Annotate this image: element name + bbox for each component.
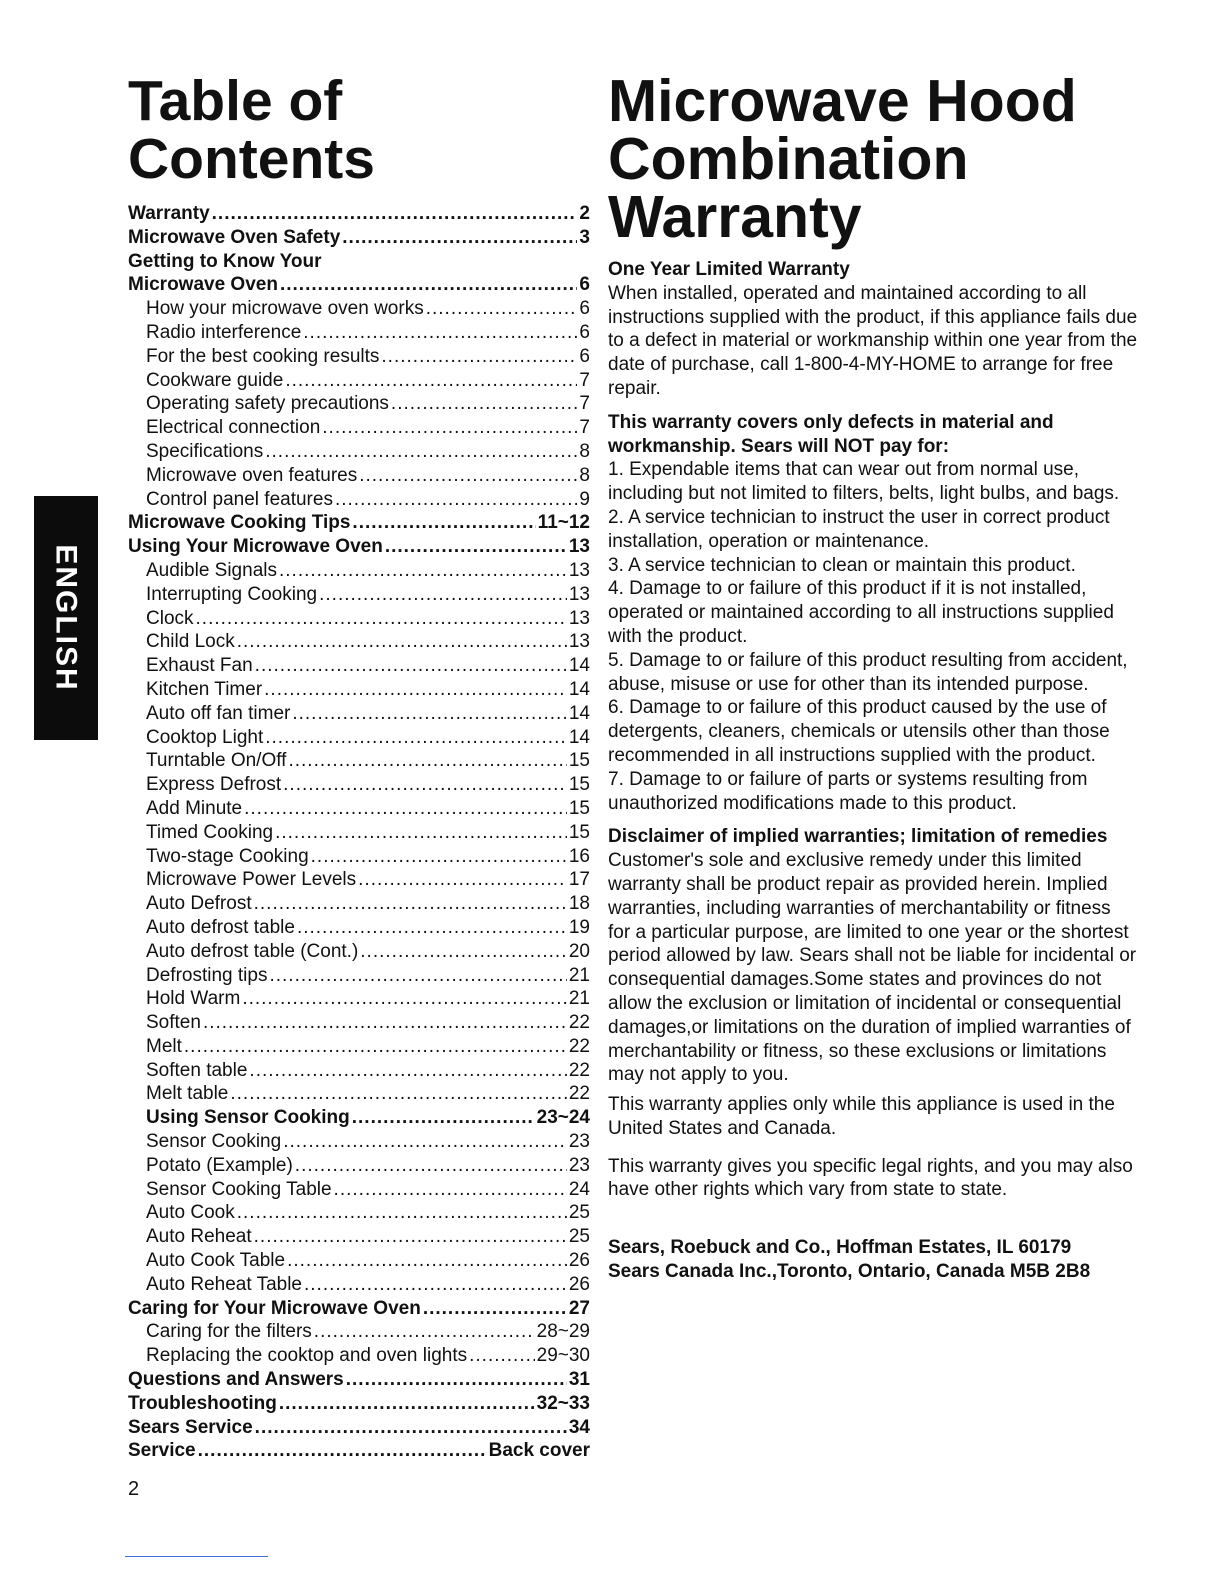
disclaimer-text: Customer's sole and exclusive remedy under this limited warranty shall be product repair as provided herein. Implied warranties, including warranties of merchantability or fitness for a particular purpose, are limited to one year or the shortest period allowed by law. Sears shall not be liable for incidental or consequential damages.Some states and provinces do not allow the exclusion or limitation of incidental or consequential damages,or limitations on the duration of implied warranties of merchantability or fitness, so these exclusions or limitations may not apply to you. xyxy=(608,850,1137,1086)
disclaimer-heading: Disclaimer of implied warranties; limitation of remedies xyxy=(608,826,1108,848)
applies-text: This warranty applies only while this appliance is used in the United States and Canada. xyxy=(608,1094,1115,1139)
toc-leader-dots xyxy=(275,821,567,845)
toc-leader-dots xyxy=(280,273,577,297)
toc-entry-label: Clock xyxy=(146,607,194,629)
toc-entry-label: Microwave Oven Safety xyxy=(128,226,341,248)
toc-entry xyxy=(128,321,590,345)
footer-rule xyxy=(125,1556,268,1557)
toc-entry-page: 17 xyxy=(568,869,590,891)
toc-leader-dots xyxy=(311,845,567,869)
toc-entry-label: Questions and Answers xyxy=(128,1369,344,1391)
toc-leader-dots xyxy=(314,1320,535,1344)
toc-entry xyxy=(128,464,590,488)
toc-leader-dots xyxy=(242,987,567,1011)
toc-entry xyxy=(128,250,590,274)
toc-leader-dots xyxy=(391,392,578,416)
toc-leader-dots xyxy=(265,440,577,464)
toc-leader-dots xyxy=(283,773,567,797)
toc-entry-label: Turntable On/Off xyxy=(146,750,287,772)
toc-entry xyxy=(128,1368,590,1392)
toc-leader-dots xyxy=(196,607,567,631)
toc-entry xyxy=(128,1416,590,1440)
toc-entry-label: Control panel features xyxy=(146,488,333,510)
toc-leader-dots xyxy=(381,345,577,369)
toc-leader-dots xyxy=(322,416,577,440)
toc-leader-dots xyxy=(342,226,577,250)
toc-entry xyxy=(128,345,590,369)
toc-entry-page: 3 xyxy=(579,226,590,248)
toc-entry xyxy=(128,1082,590,1106)
toc-entry-label: Auto Defrost xyxy=(146,893,252,915)
toc-entry-page: 26 xyxy=(568,1250,590,1272)
toc-entry-page: 22 xyxy=(568,1035,590,1057)
toc-entry-page: 22 xyxy=(568,1059,590,1081)
toc-leader-dots xyxy=(279,559,567,583)
toc-leader-dots xyxy=(212,202,578,226)
toc-entry xyxy=(128,987,590,1011)
toc-entry-page: 9 xyxy=(579,488,590,510)
toc-leader-dots xyxy=(358,868,567,892)
toc-entry-label: Kitchen Timer xyxy=(146,678,263,700)
exclusion-item: 6. Damage to or failure of this product caused by the use of detergents, cleaners, chemicals or utensils other than those recommended in all instructions supplied with the product. xyxy=(608,697,1110,766)
toc-leader-dots xyxy=(184,1035,567,1059)
toc-entry-label: Auto Reheat xyxy=(146,1226,252,1248)
toc-leader-dots xyxy=(334,1178,567,1202)
toc-leader-dots xyxy=(198,1439,487,1463)
toc-entry xyxy=(128,678,590,702)
toc-entry-page: 25 xyxy=(568,1202,590,1224)
warranty-title: Microwave Hood Combination Warranty xyxy=(608,68,1077,250)
toc-leader-dots xyxy=(269,964,566,988)
toc-leader-dots xyxy=(352,511,535,535)
toc-entry xyxy=(128,226,590,250)
one-year-text: When installed, operated and maintained according to all instructions supplied with the product, if this appliance fails due to a defect in material or workmanship within one year from the date of purchase, call 1-800-4-MY-HOME to arrange for free repair. xyxy=(608,282,1138,399)
toc-entry-page: 21 xyxy=(568,988,590,1010)
exclusion-item: 7. Damage to or failure of parts or systems resulting from unauthorized modifications made to this product. xyxy=(608,768,1088,814)
toc-leader-dots xyxy=(283,1130,567,1154)
toc-leader-dots xyxy=(295,1154,567,1178)
toc-entry-label: Microwave Cooking Tips xyxy=(128,512,351,534)
language-tab-label: ENGLISH xyxy=(50,544,84,692)
toc-leader-dots xyxy=(285,369,577,393)
toc-entry xyxy=(128,607,590,631)
toc-entry xyxy=(128,1392,590,1416)
toc-leader-dots xyxy=(279,1392,535,1416)
one-year-heading: One Year Limited Warranty xyxy=(608,259,850,280)
toc-leader-dots xyxy=(254,892,567,916)
exclusion-item: 3. A service technician to clean or maintain this product. xyxy=(608,554,1076,576)
rights-text: This warranty gives you specific legal rights, and you may also have other rights which vary from state to state. xyxy=(608,1155,1133,1201)
toc-entry xyxy=(128,1201,590,1225)
toc-entry-label: Service xyxy=(128,1440,196,1462)
toc-entry xyxy=(128,559,590,583)
toc-entry xyxy=(128,488,590,512)
toc-entry xyxy=(128,1273,590,1297)
toc-entry-label: Defrosting tips xyxy=(146,964,268,986)
toc-entry xyxy=(128,1344,590,1368)
toc-entry-label: Auto Reheat Table xyxy=(146,1273,302,1295)
exclusion-item: 5. Damage to or failure of this product resulting from accident, abuse, misuse or use for other than its intended purpose. xyxy=(608,649,1128,695)
toc-entry-page: 6 xyxy=(579,298,590,320)
toc-entry-page: 14 xyxy=(568,702,590,724)
toc-entry-page: 24 xyxy=(568,1178,590,1200)
toc-entry-label: For the best cooking results xyxy=(146,345,380,367)
toc-leader-dots xyxy=(230,1082,566,1106)
toc-title: Table of Contents xyxy=(128,69,375,191)
toc-entry-label: Auto defrost table (Cont.) xyxy=(146,940,359,962)
toc-entry-page: 15 xyxy=(568,774,590,796)
toc-entry-label: Cooktop Light xyxy=(146,726,264,748)
toc-entry-page: 6 xyxy=(579,345,590,367)
language-tab xyxy=(34,496,98,740)
toc-entry-page: 27 xyxy=(568,1297,590,1319)
toc-leader-dots xyxy=(303,321,577,345)
toc-leader-dots xyxy=(319,583,567,607)
toc-entry-label: Child Lock xyxy=(146,631,235,653)
toc-entry-page: 8 xyxy=(579,440,590,462)
toc-entry-label: Microwave oven features xyxy=(146,464,358,486)
toc-entry-page: 7 xyxy=(579,417,590,439)
toc-entry-page: 14 xyxy=(568,655,590,677)
toc-leader-dots xyxy=(287,1249,567,1273)
toc-leader-dots xyxy=(469,1344,535,1368)
toc-entry-page: 14 xyxy=(568,726,590,748)
toc-entry-page: 22 xyxy=(568,1012,590,1034)
covers-heading: This warranty covers only defects in material and workmanship. Sears will NOT pay for: xyxy=(608,411,1054,457)
toc-entry xyxy=(128,702,590,726)
toc-entry xyxy=(128,1106,590,1130)
toc-entry-page: 6 xyxy=(579,321,590,343)
toc-entry-label: Using Your Microwave Oven xyxy=(128,536,383,558)
toc-entry xyxy=(128,1297,590,1321)
toc-entry xyxy=(128,845,590,869)
toc-entry xyxy=(128,726,590,750)
toc-entry-page: 20 xyxy=(568,940,590,962)
toc-entry-page: 13 xyxy=(568,536,590,558)
toc-leader-dots xyxy=(297,916,567,940)
toc-entry-label: Microwave Oven xyxy=(128,274,278,296)
toc-entry-page: 13 xyxy=(568,583,590,605)
toc-entry-page: Back cover xyxy=(488,1440,590,1462)
exclusion-item: 4. Damage to or failure of this product if it is not installed, operated or maintained according to all instructions supplied with the product. xyxy=(608,578,1114,647)
toc-entry-label: Using Sensor Cooking xyxy=(146,1107,350,1129)
toc-entry-label: Auto off fan timer xyxy=(146,702,291,724)
toc-entry xyxy=(128,1059,590,1083)
sears-us-address: Sears, Roebuck and Co., Hoffman Estates, IL 60179 xyxy=(608,1237,1072,1259)
toc-entry-page: 13 xyxy=(568,559,590,581)
toc-leader-dots xyxy=(359,464,577,488)
toc-entry xyxy=(128,1130,590,1154)
toc-entry-page: 29~30 xyxy=(536,1345,590,1367)
warranty-section xyxy=(608,68,1138,1284)
toc-entry-label: Electrical connection xyxy=(146,417,321,439)
toc-entry-label: Cookware guide xyxy=(146,369,284,391)
toc-entry xyxy=(128,654,590,678)
toc-entry xyxy=(128,630,590,654)
toc-entry-page: 34 xyxy=(568,1416,590,1438)
toc-entry xyxy=(128,535,590,559)
toc-leader-dots xyxy=(203,1011,567,1035)
toc-entry-page: 31 xyxy=(568,1369,590,1391)
exclusion-item: 1. Expendable items that can wear out from normal use, including but not limited to filters, belts, light bulbs, and bags. xyxy=(608,459,1120,505)
toc-entry xyxy=(128,773,590,797)
toc-entry-page: 6 xyxy=(579,274,590,296)
toc-list xyxy=(128,202,590,1463)
sears-canada-address: Sears Canada Inc.,Toronto, Ontario, Canada M5B 2B8 xyxy=(608,1261,1091,1283)
toc-entry-label: Express Defrost xyxy=(146,774,282,796)
toc-entry-label: Microwave Power Levels xyxy=(146,869,357,891)
toc-leader-dots xyxy=(352,1106,535,1130)
toc-leader-dots xyxy=(426,297,578,321)
toc-entry-page: 2 xyxy=(579,203,590,224)
toc-leader-dots xyxy=(335,488,577,512)
toc-entry-page: 7 xyxy=(579,393,590,415)
toc-entry-page: 11~12 xyxy=(537,512,590,534)
toc-entry-page: 13 xyxy=(568,607,590,629)
toc-leader-dots xyxy=(237,1201,567,1225)
toc-entry xyxy=(128,416,590,440)
toc-entry-label: Auto Cook Table xyxy=(146,1250,286,1272)
toc-entry-label: Caring for Your Microwave Oven xyxy=(128,1297,421,1319)
toc-entry-label: Sears Service xyxy=(128,1416,253,1438)
toc-leader-dots xyxy=(360,940,567,964)
toc-entry xyxy=(128,749,590,773)
toc-entry-label: Auto Cook xyxy=(146,1202,235,1224)
toc-entry xyxy=(128,1439,590,1463)
page-number: 2 xyxy=(128,1478,140,1500)
toc-entry-page: 15 xyxy=(568,750,590,772)
toc-leader-dots xyxy=(346,1368,567,1392)
toc-entry xyxy=(128,797,590,821)
toc-entry xyxy=(128,940,590,964)
toc-entry xyxy=(128,964,590,988)
toc-entry-page: 23~24 xyxy=(536,1107,590,1129)
toc-entry-page: 7 xyxy=(579,369,590,391)
toc-entry-page: 21 xyxy=(568,964,590,986)
toc-entry-label: Two-stage Cooking xyxy=(146,845,309,867)
toc-entry-label: Melt table xyxy=(146,1083,229,1105)
toc-leader-dots xyxy=(255,654,567,678)
toc-entry-label: Soften xyxy=(146,1012,201,1034)
toc-entry-page: 19 xyxy=(568,916,590,938)
toc-entry-label: Caring for the filters xyxy=(146,1321,312,1343)
toc-entry-label: Warranty xyxy=(128,203,210,224)
toc-entry-label: Potato (Example) xyxy=(146,1154,293,1176)
toc-entry-label: How your microwave oven works xyxy=(146,298,424,320)
toc-entry-label: Interrupting Cooking xyxy=(146,583,318,605)
toc-entry-page: 26 xyxy=(568,1273,590,1295)
toc-entry-page: 28~29 xyxy=(536,1321,590,1343)
toc-entry xyxy=(128,1225,590,1249)
toc-entry xyxy=(128,868,590,892)
toc-entry-label: Radio interference xyxy=(146,321,302,343)
table-of-contents xyxy=(128,69,590,1463)
toc-entry-page: 22 xyxy=(568,1083,590,1105)
toc-entry xyxy=(128,1035,590,1059)
toc-entry xyxy=(128,440,590,464)
toc-entry xyxy=(128,892,590,916)
toc-entry xyxy=(128,511,590,535)
toc-entry-label: Hold Warm xyxy=(146,988,241,1010)
toc-leader-dots xyxy=(264,678,567,702)
toc-entry-page: 14 xyxy=(568,678,590,700)
toc-entry-label: Specifications xyxy=(146,440,264,462)
toc-entry xyxy=(128,821,590,845)
toc-entry xyxy=(128,1320,590,1344)
toc-entry-label: Melt xyxy=(146,1035,182,1057)
toc-entry-label: Timed Cooking xyxy=(146,821,274,843)
toc-leader-dots xyxy=(292,702,567,726)
toc-entry-label: Exhaust Fan xyxy=(146,655,253,677)
toc-entry-page: 32~33 xyxy=(536,1392,590,1414)
toc-entry-label: Replacing the cooktop and oven lights xyxy=(146,1345,468,1367)
toc-leader-dots xyxy=(304,1273,567,1297)
toc-entry xyxy=(128,916,590,940)
toc-entry xyxy=(128,392,590,416)
toc-leader-dots xyxy=(244,797,567,821)
toc-leader-dots xyxy=(288,749,566,773)
toc-leader-dots xyxy=(255,1416,567,1440)
toc-entry xyxy=(128,369,590,393)
toc-leader-dots xyxy=(385,535,567,559)
toc-entry-label: Getting to Know Your xyxy=(128,250,322,272)
toc-entry xyxy=(128,1154,590,1178)
toc-entry-label: Add Minute xyxy=(146,797,243,819)
toc-entry-label: Sensor Cooking xyxy=(146,1131,282,1153)
toc-entry-page: 23 xyxy=(568,1154,590,1176)
toc-entry xyxy=(128,273,590,297)
toc-entry-page: 23 xyxy=(568,1131,590,1153)
toc-leader-dots xyxy=(249,1059,566,1083)
toc-entry xyxy=(128,1011,590,1035)
exclusion-item: 2. A service technician to instruct the user in correct product installation, operation or maintenance. xyxy=(608,506,1110,552)
toc-leader-dots xyxy=(423,1297,567,1321)
toc-entry-label: Operating safety precautions xyxy=(146,393,389,415)
toc-entry-page: 16 xyxy=(568,845,590,867)
toc-entry-page: 8 xyxy=(579,464,590,486)
toc-entry-label: Audible Signals xyxy=(146,559,277,581)
toc-entry-page: 18 xyxy=(568,893,590,915)
toc-leader-dots xyxy=(265,726,567,750)
toc-entry xyxy=(128,1178,590,1202)
toc-entry xyxy=(128,297,590,321)
toc-entry-page: 25 xyxy=(568,1226,590,1248)
toc-entry-label: Troubleshooting xyxy=(128,1392,277,1414)
toc-leader-dots xyxy=(237,630,567,654)
toc-entry-label: Soften table xyxy=(146,1059,248,1081)
toc-entry-page: 15 xyxy=(568,821,590,843)
toc-leader-dots xyxy=(254,1225,567,1249)
toc-entry xyxy=(128,1249,590,1273)
toc-entry-page: 13 xyxy=(568,631,590,653)
toc-entry xyxy=(128,583,590,607)
toc-entry-label: Auto defrost table xyxy=(146,916,295,938)
toc-entry xyxy=(128,202,590,226)
toc-entry-page: 15 xyxy=(568,797,590,819)
toc-entry-label: Sensor Cooking Table xyxy=(146,1178,332,1200)
